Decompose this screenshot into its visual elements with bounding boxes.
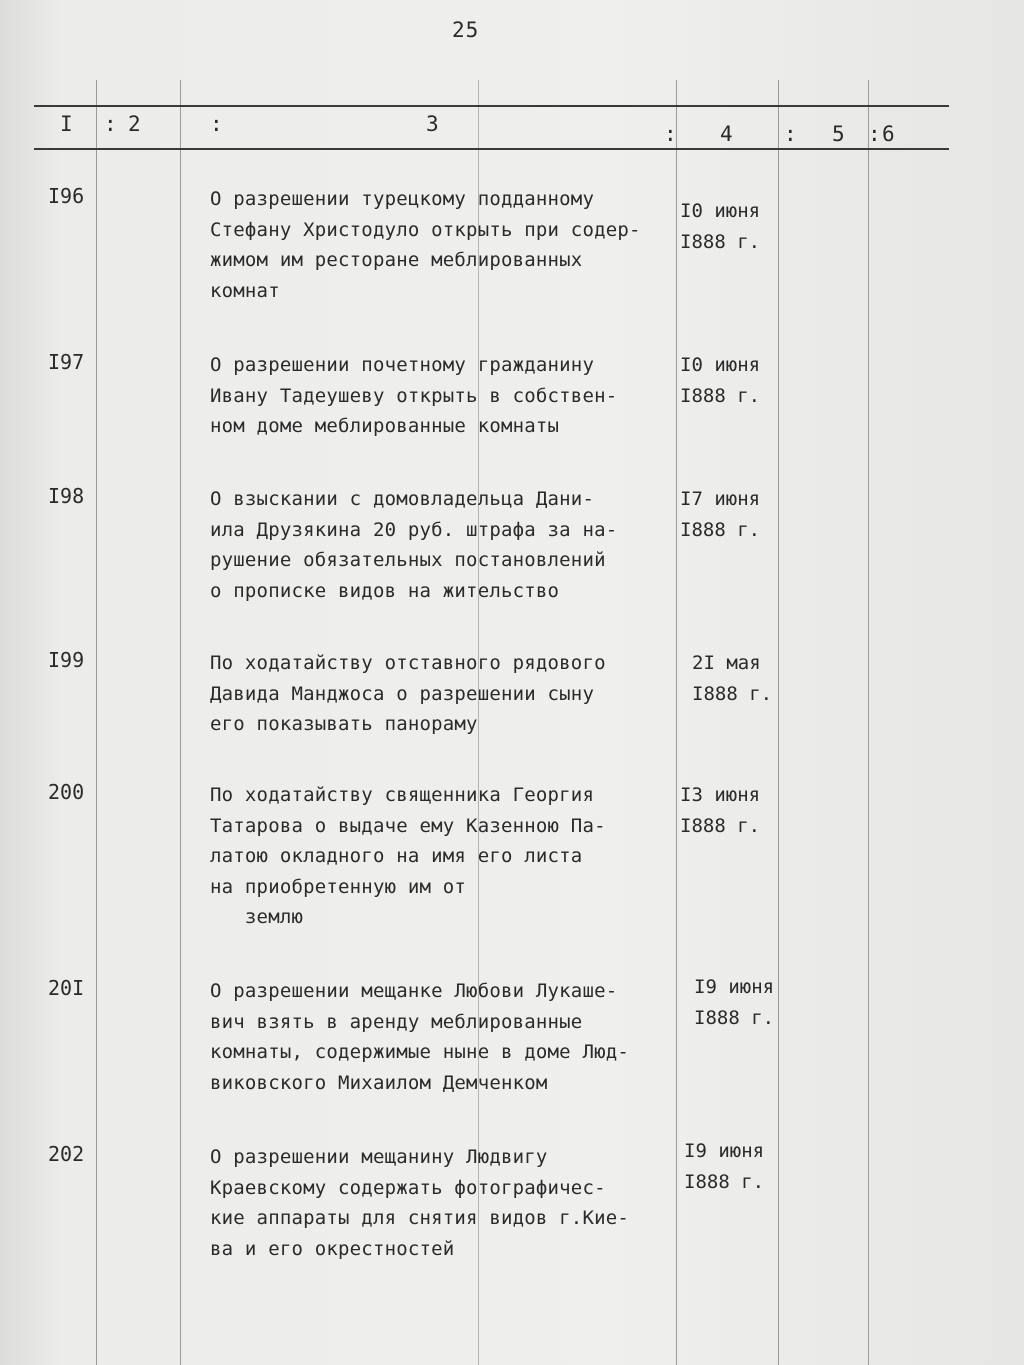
column-rule-1 bbox=[96, 80, 97, 1365]
date-year: I888 г. bbox=[680, 230, 761, 253]
description-line: вич взять в аренду меблированные bbox=[210, 1010, 583, 1033]
description-line: О разрешении мещанке Любови Лукаше- bbox=[210, 980, 618, 1002]
date-day: I7 июня bbox=[680, 488, 761, 510]
date-year: I888 г. bbox=[684, 1170, 765, 1193]
description-line: Татарова о выдаче ему Казенною Па- bbox=[210, 814, 606, 837]
description-line: По ходатайству священника Георгия bbox=[210, 784, 595, 806]
description-line: Краевскому содержать фотографичес- bbox=[210, 1176, 606, 1199]
entry-date bbox=[680, 196, 760, 257]
entry-number: I99 bbox=[48, 648, 85, 672]
entry-description bbox=[210, 780, 690, 933]
description-line: латою окладного на имя его листа bbox=[210, 845, 583, 867]
entry-number: I96 bbox=[48, 184, 85, 208]
description-line: виковского Михаилом Демченком bbox=[210, 1071, 548, 1094]
entry-description bbox=[210, 184, 690, 306]
description-line: жимом им ресторане меблированных bbox=[210, 249, 583, 271]
entry-description bbox=[210, 484, 690, 606]
description-line: По ходатайству отставного рядового bbox=[210, 652, 606, 674]
description-line: О разрешении почетному гражданину bbox=[210, 354, 595, 376]
description-line: ила Друзякина 20 руб. штрафа за на- bbox=[210, 518, 618, 541]
description-line: комнаты, содержимые ныне в доме Люд- bbox=[210, 1041, 630, 1063]
description-line: ва и его окрестностей bbox=[210, 1237, 455, 1260]
description-line: землю bbox=[210, 906, 304, 928]
page-number: 25 bbox=[452, 18, 480, 42]
entry-number: 200 bbox=[48, 780, 85, 804]
description-line: кие аппараты для снятия видов г.Кие- bbox=[210, 1207, 630, 1229]
description-line: рушение обязательных постановлений bbox=[210, 549, 606, 571]
entry-date bbox=[680, 780, 760, 841]
entry-date bbox=[694, 972, 774, 1033]
header-bottom-rule bbox=[34, 148, 949, 150]
date-day: I0 июня bbox=[680, 200, 761, 222]
entry-description bbox=[210, 648, 690, 740]
date-year: I888 г. bbox=[694, 1006, 775, 1029]
header-sep-5: : bbox=[868, 122, 881, 146]
header-top-rule bbox=[34, 105, 949, 107]
date-year: I888 г. bbox=[692, 682, 773, 705]
header-col-6: 6 bbox=[882, 122, 895, 146]
date-day: I9 июня bbox=[684, 1140, 765, 1162]
description-line: О разрешении турецкому подданному bbox=[210, 188, 595, 210]
entry-description bbox=[210, 976, 690, 1098]
description-line: Стефану Христодуло открыть при содер- bbox=[210, 218, 641, 241]
header-col-4: 4 bbox=[720, 122, 733, 146]
entry-number: I97 bbox=[48, 350, 85, 374]
entry-number: I98 bbox=[48, 484, 85, 508]
date-year: I888 г. bbox=[680, 814, 761, 837]
entry-number: 202 bbox=[48, 1142, 85, 1166]
header-col-5: 5 bbox=[832, 122, 845, 146]
description-line: его показывать панораму bbox=[210, 713, 478, 735]
date-year: I888 г. bbox=[680, 518, 761, 541]
header-sep-1: : bbox=[104, 112, 117, 136]
date-day: I0 июня bbox=[680, 354, 761, 376]
description-line: О разрешении мещанину Людвигу bbox=[210, 1146, 548, 1168]
date-day: I3 июня bbox=[680, 784, 761, 806]
description-line: комнат bbox=[210, 279, 280, 302]
entry-date bbox=[692, 648, 772, 709]
date-day: 2I мая bbox=[692, 652, 761, 674]
date-day: I9 июня bbox=[694, 976, 775, 998]
entry-date bbox=[684, 1136, 764, 1197]
entry-description bbox=[210, 350, 690, 442]
column-header-row bbox=[0, 112, 1024, 144]
header-sep-2: : bbox=[210, 112, 223, 136]
column-rule-6 bbox=[868, 80, 869, 1365]
header-col-3: 3 bbox=[426, 112, 439, 136]
description-line: Ивану Тадеушеву открыть в собствен- bbox=[210, 384, 618, 407]
header-sep-4: : bbox=[784, 122, 797, 146]
description-line: о прописке видов на жительство bbox=[210, 579, 560, 602]
date-year: I888 г. bbox=[680, 384, 761, 407]
entry-date bbox=[680, 484, 760, 545]
description-line: Давида Манджоса о разрешении сыну bbox=[210, 682, 595, 705]
column-rule-5 bbox=[778, 80, 779, 1365]
header-col-2: 2 bbox=[128, 112, 141, 136]
description-line: О взыскании с домовладельца Дани- bbox=[210, 488, 595, 510]
header-sep-3: : bbox=[664, 122, 677, 146]
description-line: на приобретенную им от bbox=[210, 875, 467, 898]
entry-date bbox=[680, 350, 760, 411]
column-rule-2 bbox=[180, 80, 181, 1365]
description-line: ном доме меблированные комнаты bbox=[210, 415, 560, 437]
entry-number: 20I bbox=[48, 976, 85, 1000]
header-col-1: I bbox=[60, 112, 73, 136]
entry-description bbox=[210, 1142, 690, 1264]
